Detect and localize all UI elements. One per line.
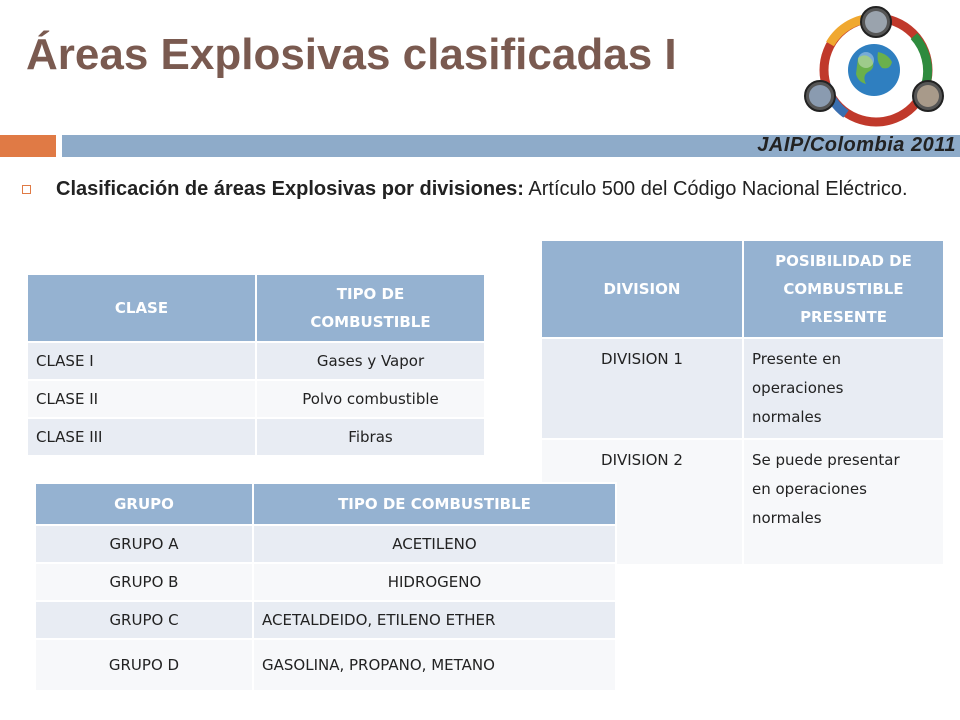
clase-table	[26, 273, 486, 457]
table-cell: CLASE III	[27, 418, 256, 456]
table-header-row	[27, 274, 485, 342]
table-row	[27, 418, 485, 456]
table-cell: Polvo combustible	[256, 380, 485, 418]
bullet-normal-text: Artículo 500 del Código Nacional Eléctrico.	[523, 178, 908, 200]
table-cell: HIDROGENO	[253, 563, 616, 601]
jaip-logo	[796, 4, 956, 132]
table-cell: GRUPO D	[35, 639, 253, 691]
table-cell: CLASE I	[27, 342, 256, 380]
column-header: POSIBILIDAD DE COMBUSTIBLE PRESENTE	[743, 240, 944, 338]
table-row	[27, 342, 485, 380]
event-tag: JAIP/Colombia 2011	[757, 134, 956, 156]
grupo-table	[34, 482, 617, 692]
table-cell: DIVISION 2	[541, 439, 743, 565]
table-row	[35, 563, 616, 601]
table-cell: GRUPO B	[35, 563, 253, 601]
table-row	[27, 380, 485, 418]
table-row	[35, 525, 616, 563]
table-cell: Gases y Vapor	[256, 342, 485, 380]
table-cell: ACETALDEIDO, ETILENO ETHER	[253, 601, 616, 639]
square-bullet-icon	[22, 185, 31, 194]
table-cell: ACETILENO	[253, 525, 616, 563]
bullet-point	[22, 176, 932, 202]
column-header: TIPO DE COMBUSTIBLE	[256, 274, 485, 342]
bullet-bold-text: Clasificación de áreas Explosivas por divisiones:	[56, 178, 524, 200]
table-cell: DIVISION 1	[541, 338, 743, 439]
table-cell: Se puede presentar en operaciones normales	[743, 439, 944, 565]
accent-bar-orange	[0, 135, 56, 157]
bullet-text	[56, 176, 932, 202]
table-header-row	[35, 483, 616, 525]
table-cell: GRUPO A	[35, 525, 253, 563]
table-cell: CLASE II	[27, 380, 256, 418]
table-cell: Presente en operaciones normales	[743, 338, 944, 439]
column-header: GRUPO	[35, 483, 253, 525]
table-cell: GASOLINA, PROPANO, METANO	[253, 639, 616, 691]
table-row	[35, 639, 616, 691]
column-header: CLASE	[27, 274, 256, 342]
table-row	[35, 601, 616, 639]
table-row	[541, 338, 944, 439]
table-cell: GRUPO C	[35, 601, 253, 639]
table-cell: Fibras	[256, 418, 485, 456]
column-header: TIPO DE COMBUSTIBLE	[253, 483, 616, 525]
table-header-row	[541, 240, 944, 338]
column-header: DIVISION	[541, 240, 743, 338]
slide-title: Áreas Explosivas clasificadas I	[26, 30, 677, 79]
